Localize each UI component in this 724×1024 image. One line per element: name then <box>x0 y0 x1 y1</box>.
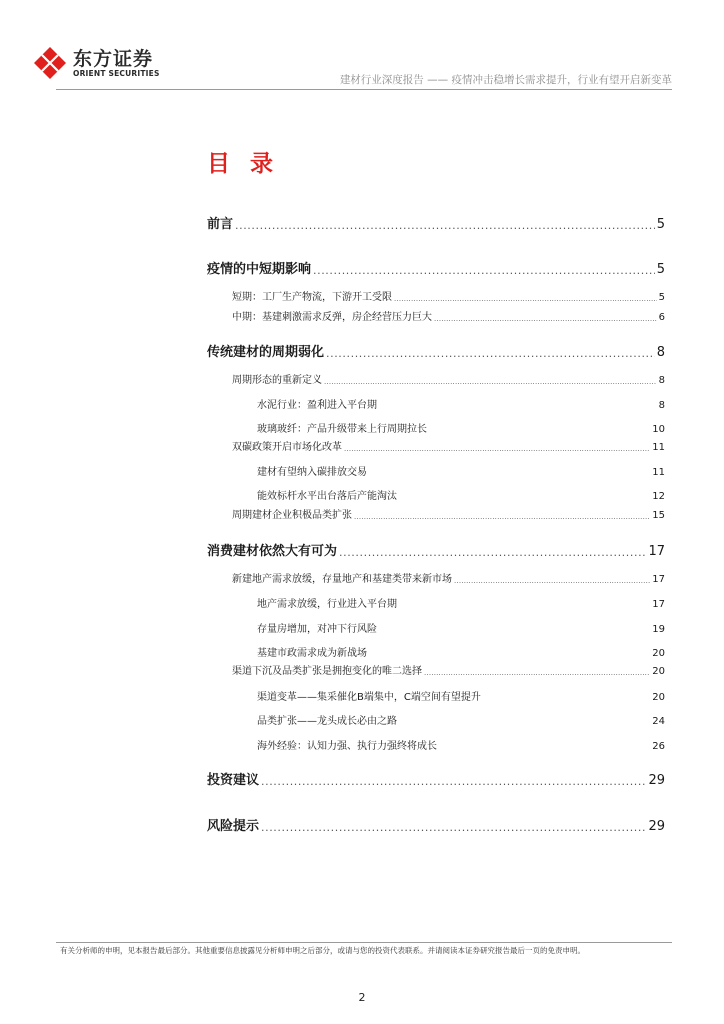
toc-entry-page: 5 <box>656 262 665 277</box>
toc-entry-label: 风险提示 <box>207 819 260 834</box>
toc-entry[interactable] <box>232 308 665 323</box>
toc-entry-page: 12 <box>652 491 665 502</box>
toc-entry-label: 存量房增加，对冲下行风险 <box>257 624 377 635</box>
toc-entry-label: 周期建材企业积极品类扩张 <box>232 510 352 521</box>
toc-leader-dots <box>344 445 650 453</box>
toc-entry[interactable] <box>257 712 665 727</box>
toc-entry-label: 品类扩张——龙头成长必由之路 <box>257 716 397 727</box>
footer-disclaimer: 有关分析师的申明，见本报告最后部分。其他重要信息披露见分析师申明之后部分，或请与您的投资代表联系。并请阅读本证券研究报告最后一页的免责申明。 <box>60 946 585 955</box>
toc-entry[interactable] <box>232 570 665 585</box>
brand-name-en: ORIENT SECURITIES <box>73 68 160 78</box>
toc-entry-label: 能效标杆水平出台落后产能淘汰 <box>257 491 397 502</box>
toc-entry[interactable] <box>257 487 665 502</box>
toc-entry-label: 疫情的中短期影响 <box>207 262 312 277</box>
toc-entry-label: 中期：基建刺激需求反弹，房企经营压力巨大 <box>232 312 432 323</box>
toc-entry-page: 8 <box>656 345 665 360</box>
toc-entry-label: 传统建材的周期弱化 <box>207 345 325 360</box>
toc-entry[interactable] <box>232 506 665 521</box>
toc-entry-page: 29 <box>648 819 665 834</box>
toc-entry-page: 26 <box>652 741 665 752</box>
toc-entry[interactable] <box>232 371 665 386</box>
toc-entry[interactable] <box>232 662 665 677</box>
toc-entry-page: 15 <box>652 510 665 521</box>
toc-entry[interactable] <box>207 540 665 559</box>
toc-leader-dots <box>261 775 646 788</box>
brand-diamond-icon <box>33 46 67 80</box>
toc-entry-label: 地产需求放缓，行业进入平台期 <box>257 599 397 610</box>
toc-entry-label: 建材有望纳入碳排放交易 <box>257 467 367 478</box>
toc-leader-dots <box>354 513 650 521</box>
toc-entry-page: 11 <box>652 442 665 453</box>
toc-entry-label: 海外经验：认知力强、执行力强终将成长 <box>257 741 437 752</box>
toc-leader-dots <box>324 378 657 386</box>
toc-entry[interactable] <box>232 288 665 303</box>
toc-entry-page: 10 <box>652 424 665 435</box>
toc-entry[interactable] <box>207 815 665 834</box>
toc-entry-label: 投资建议 <box>207 773 260 788</box>
toc-leader-dots <box>235 219 655 232</box>
toc-entry-page: 19 <box>652 624 665 635</box>
toc-entry[interactable] <box>257 644 665 659</box>
toc-leader-dots <box>454 577 650 585</box>
toc-entry-page: 20 <box>652 666 665 677</box>
brand-name-cn: 东方证券 <box>73 47 154 70</box>
toc-entry[interactable] <box>257 396 665 411</box>
toc-entry-page: 24 <box>652 716 665 727</box>
toc-entry-label: 玻璃玻纤：产品升级带来上行周期拉长 <box>257 424 427 435</box>
page-number: 2 <box>358 991 366 1004</box>
toc-entry-label: 周期形态的重新定义 <box>232 375 322 386</box>
footer-divider <box>56 942 672 943</box>
toc-entry-label: 前言 <box>207 217 234 232</box>
toc-entry-page: 5 <box>656 217 665 232</box>
toc-entry[interactable] <box>257 688 665 703</box>
toc-entry[interactable] <box>257 620 665 635</box>
toc-leader-dots <box>326 347 655 360</box>
toc-entry[interactable] <box>207 258 665 277</box>
toc-entry-page: 20 <box>652 648 665 659</box>
toc-entry[interactable] <box>257 737 665 752</box>
toc-entry-label: 渠道变革——集采催化B端集中，C端空间有望提升 <box>257 692 481 703</box>
toc-entry-page: 17 <box>652 599 665 610</box>
toc-entry[interactable] <box>207 769 665 788</box>
toc-entry[interactable] <box>207 341 665 360</box>
toc-leader-dots <box>339 546 646 559</box>
toc-entry-label: 消费建材依然大有可为 <box>207 544 338 559</box>
toc-entry-page: 17 <box>648 544 665 559</box>
toc-title: 目 录 <box>207 151 280 177</box>
toc-entry-page: 6 <box>658 312 665 323</box>
report-header-title: 建材行业深度报告 —— 疫情冲击稳增长需求提升，行业有望开启新变革 <box>339 74 672 86</box>
toc-entry-page: 17 <box>652 574 665 585</box>
toc-entry[interactable] <box>232 438 665 453</box>
toc-entry-label: 基建市政需求成为新战场 <box>257 648 367 659</box>
toc-leader-dots <box>434 315 657 323</box>
toc-entry-label: 水泥行业：盈利进入平台期 <box>257 400 377 411</box>
toc-entry-page: 11 <box>652 467 665 478</box>
toc-leader-dots <box>424 669 650 677</box>
toc-entry[interactable] <box>257 420 665 435</box>
toc-entry-page: 8 <box>658 400 665 411</box>
toc-entry[interactable] <box>257 595 665 610</box>
toc-entry-page: 20 <box>652 692 665 703</box>
toc-entry-page: 5 <box>658 292 665 303</box>
brand-logo <box>33 46 160 80</box>
toc-leader-dots <box>394 295 657 303</box>
toc-entry-label: 渠道下沉及品类扩张是拥抱变化的唯二选择 <box>232 666 422 677</box>
toc-entry-page: 8 <box>658 375 665 386</box>
header-divider <box>56 89 672 90</box>
toc-entry[interactable] <box>207 213 665 232</box>
toc-leader-dots <box>261 821 646 834</box>
toc-entry-label: 短期：工厂生产物流，下游开工受限 <box>232 292 392 303</box>
toc-entry-label: 双碳政策开启市场化改革 <box>232 442 342 453</box>
toc-leader-dots <box>313 264 655 277</box>
toc-entry-page: 29 <box>648 773 665 788</box>
toc-entry-label: 新建地产需求放缓，存量地产和基建类带来新市场 <box>232 574 452 585</box>
toc-entry[interactable] <box>257 463 665 478</box>
